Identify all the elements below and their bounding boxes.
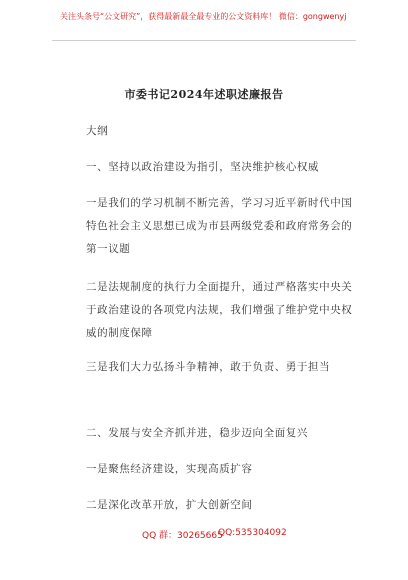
section-heading-1: 一、坚持以政治建设为指引，坚决维护核心权威	[86, 161, 320, 173]
outline-label: 大纲	[86, 125, 109, 137]
section-1-item-3: 三是我们大力弘扬斗争精神，敢于负责、勇于担当	[86, 361, 331, 373]
section-2-item-2: 二是深化改革开放，扩大创新空间	[86, 499, 253, 511]
section-1-item-2: 二是法规制度的执行力全面提升，通过严格落实中央关于政治建设的各项党内法规，我们增强了维护党中央权威的制度保障	[86, 281, 353, 339]
footer-qq: QQ:535304092	[218, 528, 287, 538]
footer-qq-group: QQ 群：30265665	[142, 531, 223, 541]
header-divider	[52, 40, 356, 41]
header-notice: 关注头条号“公文研究”，获得最新最全最专业的公文资料库！ 微信：gongwenyj	[60, 12, 347, 21]
document-title: 市委书记2024年述职述廉报告	[124, 88, 284, 101]
section-heading-2: 二、发展与安全齐抓并进，稳步迈向全面复兴	[86, 427, 308, 439]
section-2-item-1: 一是聚焦经济建设，实现高质扩容	[86, 463, 253, 475]
section-1-item-1: 一是我们的学习机制不断完善，学习习近平新时代中国特色社会主义思想已成为市县两级党委和政府常务会的第一议题	[86, 197, 353, 255]
